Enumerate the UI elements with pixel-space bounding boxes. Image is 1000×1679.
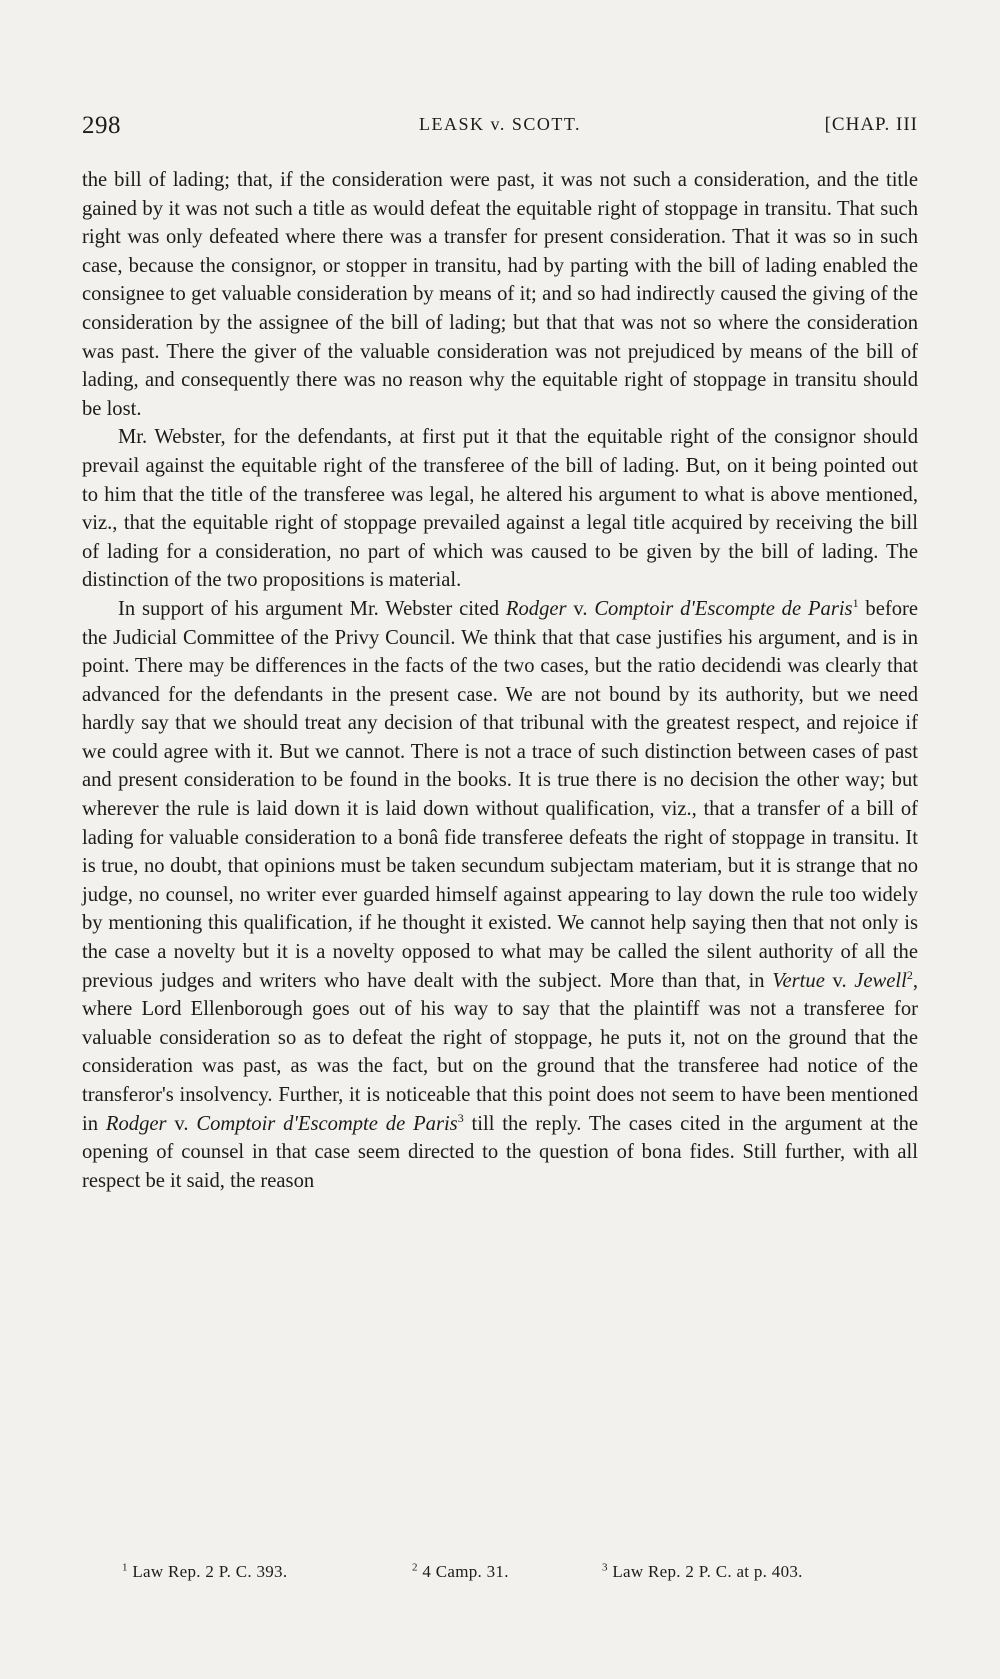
footnote-mark: 3 [602, 1561, 608, 1574]
case-name: Rodger [505, 597, 567, 620]
footnote-ref: 2 [906, 967, 913, 982]
footnote-mark: 2 [412, 1561, 418, 1574]
text-run: before the Judicial Committee of the Privy Council. We think that that case justifies his argument, and is in point. There may be differences in the facts of the two cases, but the ratio decidendi was clearly that advanced for the defendants in the present case. We are not bound by its authority, but we need hardly say that we should treat any decision of that tribunal with the greatest respect, and rejoice if we could agree with it. But we cannot. There is not a trace of such distinction between cases of past and present consideration to be found in the books. It is true there is no decision the other way; but wherever the rule is laid down it is laid down without qualification, viz., that a transfer of a bill of lading for valuable consideration to a bonâ fide transferee defeats the right of stoppage in transitu. It is true, no doubt, that opinions must be taken secundum subjectam materiam, but it is strange that no judge, no counsel, no writer ever guarded himself against appearing to lay down the rule too widely by mentioning this qualification, if he thought it existed. We cannot help saying then that not only is the case a novelty but it is a novelty opposed to what may be called the silent authority of all the previous judges and writers who have dealt with the subject. More than that, in [82, 597, 918, 992]
footnote-text: Law Rep. 2 P. C. at p. 403. [607, 1562, 803, 1581]
footnote-text: 4 Camp. 31. [417, 1562, 509, 1581]
footnote-3 [602, 1562, 803, 1582]
text-run: v. [166, 1112, 197, 1135]
page-number: 298 [82, 112, 121, 139]
footnote-mark: 1 [122, 1561, 128, 1574]
running-head [82, 112, 918, 152]
footnote-ref: 1 [852, 596, 859, 611]
text-run: In support of his argument Mr. Webster cited [118, 597, 506, 620]
footnote-ref: 3 [457, 1110, 464, 1125]
body-text [82, 166, 918, 1195]
chapter-label: [CHAP. III [824, 114, 918, 135]
text-run: v. [566, 597, 595, 620]
text-run: , where Lord Ellenborough goes out of his way to say that the plaintiff was not a transferee for valuable consideration so as to defeat the right of stoppage, he puts it, not on the ground that the consideration was past, as was the fact, but on the ground that the transferee had notice of the transferor's insolvency. Further, it is noticeable that this point does not seem to have been mentioned in [82, 969, 918, 1135]
document-page [82, 112, 918, 1195]
case-name: Vertue [772, 969, 825, 992]
paragraph-2: Mr. Webster, for the defendants, at first put it that the equitable right of the consignor should prevail against the equitable right of the transferee of the bill of lading. But, on it being pointed out to him that the title of the transferee was legal, he altered his argument to what is above mentioned, viz., that the equitable right of stoppage prevailed against a legal title acquired by receiving the bill of lading for a consideration, no part of which was caused to be given by the bill of lading. The distinction of the two propositions is material. [82, 426, 918, 592]
paragraph-3 [82, 595, 918, 1195]
text-run: till the reply. The cases cited in the argument at the opening of counsel in that case seem directed to the question of bona fides. Still further, with all respect be it said, the reason [82, 1112, 919, 1192]
footnote-2 [412, 1562, 509, 1582]
paragraph-1: the bill of lading; that, if the consideration were past, it was not such a consideration, and the title gained by it was not such a title as would defeat the equitable right of stoppage in transitu. That such right was only defeated where there was a transfer for present consideration. That it was so in such case, because the consignor, or stopper in transitu, had by parting with the bill of lading enabled the consignee to get valuable consideration by means of it; and so had indirectly caused the giving of the consideration by the assignee of the bill of lading; but that that was not so where the consideration was past. There the giver of the valuable consideration was not prejudiced by means of the bill of lading, and consequently there was no reason why the equitable right of stoppage in transitu should be lost. [82, 169, 918, 420]
running-title: LEASK v. SCOTT. [419, 114, 581, 134]
case-name: Comptoir d'Escompte de Paris [196, 1112, 458, 1135]
footnote-1 [122, 1562, 287, 1582]
case-name: Comptoir d'Escompte de Paris [594, 597, 853, 620]
case-name: Rodger [105, 1112, 167, 1135]
text-run: v. [824, 969, 855, 992]
footnote-text: Law Rep. 2 P. C. 393. [127, 1562, 288, 1581]
case-name: Jewell [854, 969, 907, 992]
